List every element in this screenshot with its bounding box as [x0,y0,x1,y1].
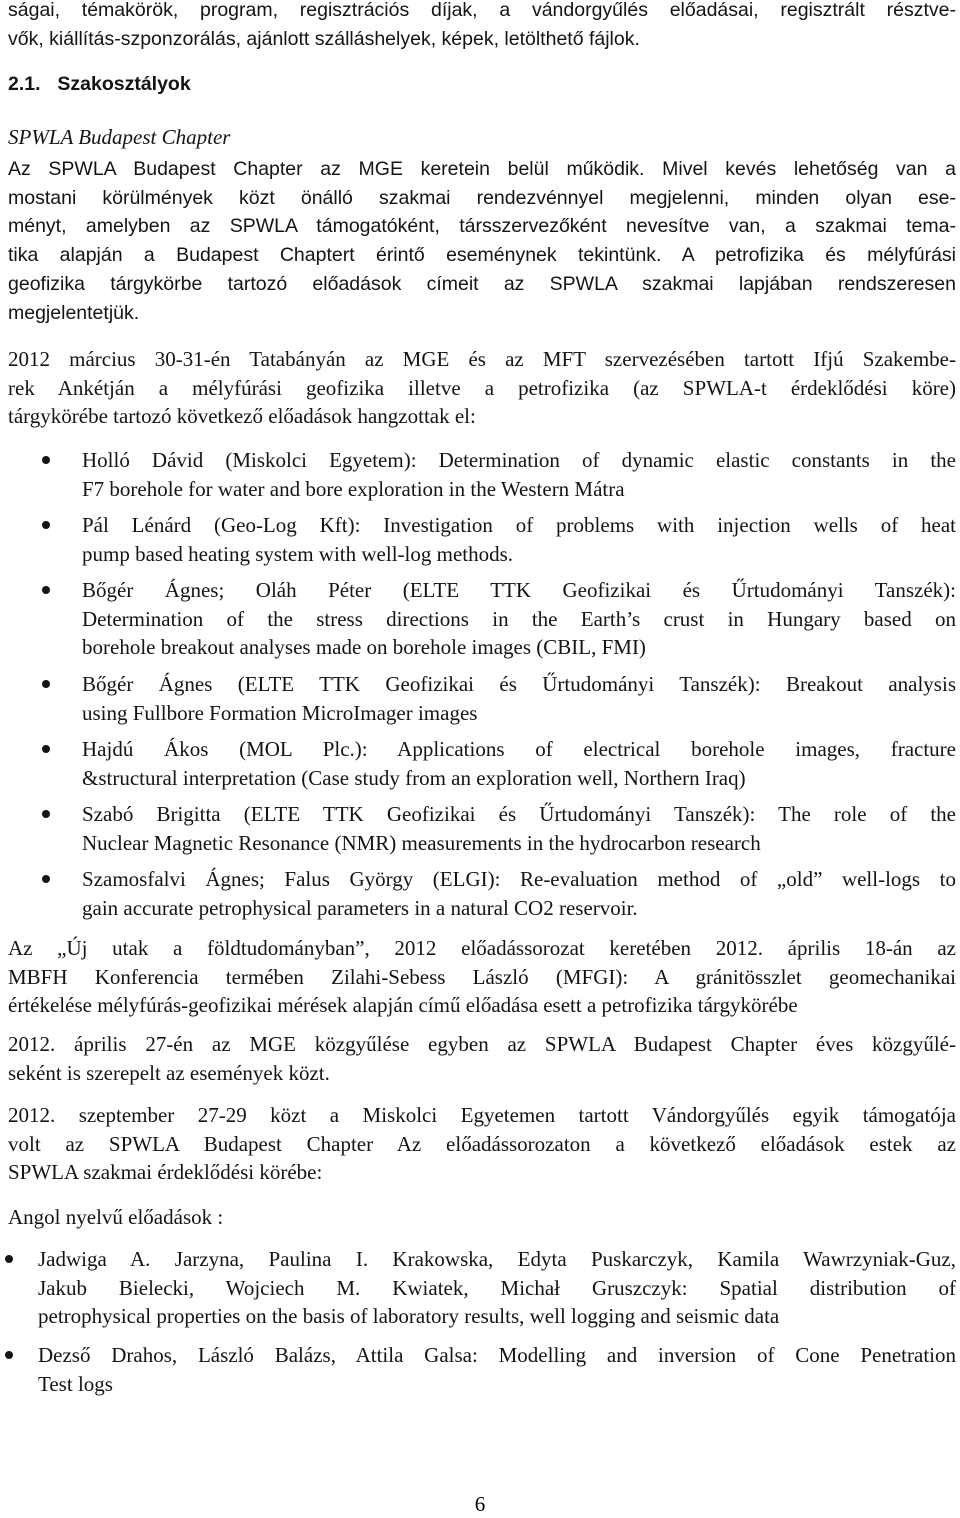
bullet-icon [42,810,50,818]
list-item [82,865,956,923]
text-line: Bőgér Ágnes; Oláh Péter (ELTE TTK Geofizikai és Űrtudományi Tanszék): [82,578,956,602]
text-line: rek Ankétján a mélyfúrási geofizika illetve a petrofizika (az SPWLA-t érdeklődési köre) [8,375,956,400]
list-item [82,446,956,504]
text-line: értékelése mélyfúrás-geofizikai mérések alapján című előadása esett a petrofizika tárgykörébe [8,993,798,1018]
text-line: ságai, témakörök, program, regisztrációs díjak, a vándorgyűlés előadásai, regisztrált résztve- [8,0,956,21]
list-item [82,800,956,858]
bullet-icon [42,680,50,688]
list-item [82,576,956,663]
bullet-icon [42,456,50,464]
text-line: using Fullbore Formation MicroImager images [82,700,478,725]
chapter-description-paragraph [8,155,956,327]
text-line: Bőgér Ágnes (ELTE TTK Geofizikai és Űrtudományi Tanszék): Breakout analysis [82,672,956,696]
talk-list [82,446,956,923]
text-line: Holló Dávid (Miskolci Egyetem): Determination of dynamic elastic constants in the [82,448,956,472]
text-line: F7 borehole for water and bore exploration in the Western Mátra [82,476,625,501]
kozgyules-paragraph [8,1030,956,1087]
text-line: ményt, amelyben az SPWLA támogatóként, társszervezőként nevesítve van, a szakmai tema- [8,215,956,238]
text-line: Jadwiga A. Jarzyna, Paulina I. Krakowska, Edyta Puskarczyk, Kamila Wawrzyniak-Guz, [38,1247,956,1271]
page-number: 6 [474,1492,486,1516]
text-line: Szamosfalvi Ágnes; Falus György (ELGI): Re-evaluation method of „old” well-logs to [82,867,956,891]
ankét-paragraph [8,345,956,431]
text-line: pump based heating system with well-log methods. [82,541,514,566]
text-line: Pál Lénárd (Geo-Log Kft): Investigation of problems with injection wells of heat [82,513,956,537]
text-line: Jakub Bielecki, Wojciech M. Kwiatek, Michał Gruszczyk: Spatial distribution of [38,1275,956,1300]
text-line: Hajdú Ákos (MOL Plc.): Applications of electrical borehole images, fracture [82,737,956,761]
text-line: petrophysical properties on the basis of laboratory results, well logging and seismic data [38,1304,780,1329]
subsection-title: SPWLA Budapest Chapter [8,125,231,149]
text-line: vők, kiállítás-szponzorálás, ajánlott szálláshelyek, képek, letölthető fájlok. [8,27,640,50]
vandorgyules-paragraph [8,1101,956,1187]
text-line: 2012. szeptember 27-29 közt a Miskolci Egyetemen tartott Vándorgyűlés egyik támogatója [8,1103,956,1127]
intro-paragraph [8,0,956,53]
list-item [38,1341,956,1399]
text-line: Determination of the stress directions in the Earth’s crust in Hungary based on [82,606,956,631]
text-line: volt az SPWLA Budapest Chapter Az előadássorozaton a következő előadások estek az [8,1131,956,1156]
section-title: Szakosztályok [57,73,191,95]
text-line: 2012. április 27-én az MGE közgyűlése egyben az SPWLA Budapest Chapter éves közgyűlé- [8,1032,956,1056]
text-line: geofizika tárgykörbe tartozó előadások címeit az SPWLA szakmai lapjában rendszeresen [8,272,956,295]
text-line: 2012 március 30-31-én Tatabányán az MGE és az MFT szervezésében tartott Ifjú Szakembe- [8,347,956,371]
text-line: Szabó Brigitta (ELTE TTK Geofizikai és Űrtudományi Tanszék): The role of the [82,802,956,826]
text-line: borehole breakout analyses made on borehole images (CBIL, FMI) [82,635,646,660]
list-item [82,735,956,793]
bullet-icon [5,1351,13,1359]
bullet-icon [42,875,50,883]
section-number: 2.1. [8,73,41,95]
bullet-icon [42,586,50,594]
text-line: seként is szerepelt az események közt. [8,1060,330,1085]
text-line: MBFH Konferencia termében Zilahi-Sebess László (MFGI): A gránitösszlet geomechanikai [8,964,956,989]
bullet-icon [42,745,50,753]
section-heading [8,70,956,99]
list-item [82,511,956,569]
text-line: megjelentetjük. [8,301,140,324]
text-line: SPWLA szakmai érdeklődési körébe: [8,1160,323,1185]
list-item [82,670,956,728]
english-talk-list [38,1245,956,1399]
text-line: mostani körülmények közt önálló szakmai rendezvénnyel megjelenni, minden olyan ese- [8,186,956,209]
english-talks-heading: Angol nyelvű előadások : [8,1205,224,1229]
text-line: &structural interpretation (Case study from an exploration well, Northern Iraq) [82,765,746,790]
list-item [38,1245,956,1332]
bullet-icon [5,1255,13,1263]
text-line: Az „Új utak a földtudományban”, 2012 előadássorozat keretében 2012. április 18-án az [8,936,956,960]
text-line: Test logs [38,1371,113,1396]
text-line: tika alapján a Budapest Chaptert érintő eseménynek tekintünk. A petrofizika és mélyfúrási [8,244,956,267]
text-line: Nuclear Magnetic Resonance (NMR) measurements in the hydrocarbon research [82,830,761,855]
text-line: Dezső Drahos, László Balázs, Attila Galsa: Modelling and inversion of Cone Penetration [38,1343,956,1367]
bullet-icon [42,521,50,529]
text-line: tárgykörébe tartozó következő előadások hangzottak el: [8,404,476,429]
text-line: gain accurate petrophysical parameters in a natural CO2 reservoir. [82,895,638,920]
text-line: Az SPWLA Budapest Chapter az MGE keretein belül működik. Mivel kevés lehetőség van a [8,158,956,180]
uj-utak-paragraph [8,934,956,1020]
